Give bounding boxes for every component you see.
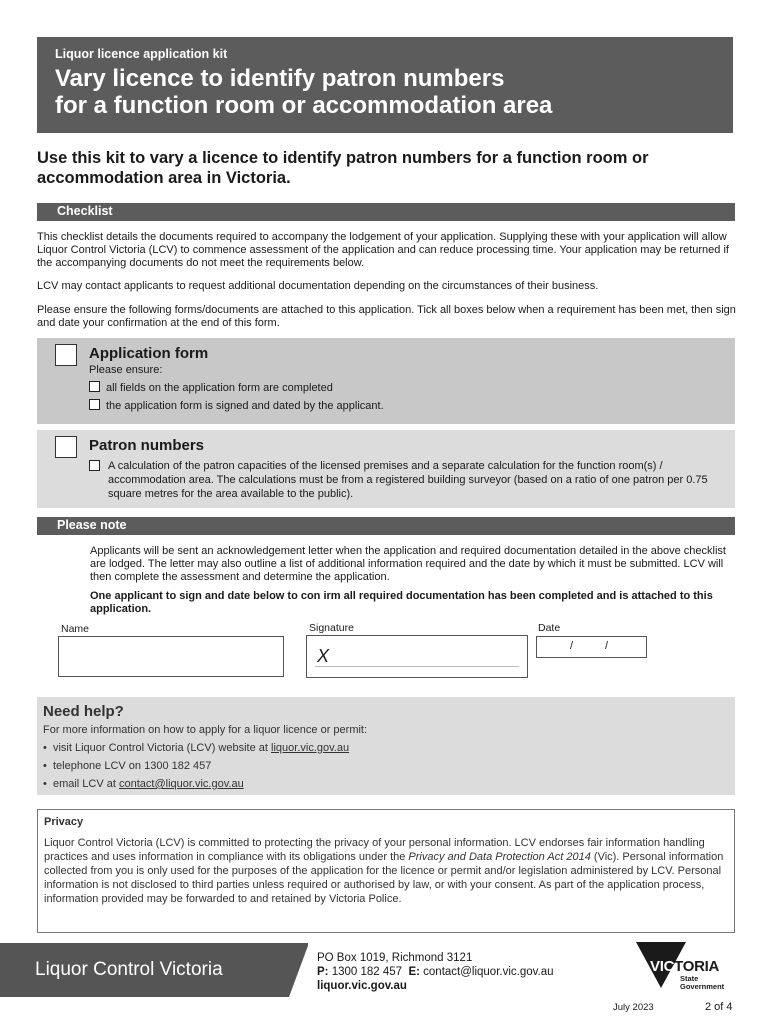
name-input[interactable] — [58, 636, 284, 677]
fields-completed-label: all fields on the application form are completed — [106, 382, 333, 394]
help-item-telephone: • telephone LCV on 1300 182 457 — [43, 760, 212, 772]
logo-government: Government — [680, 982, 725, 991]
footer-contact — [317, 951, 554, 993]
name-label: Name — [61, 623, 90, 635]
page-title — [55, 65, 715, 119]
footer-phone: 1300 182 457 — [331, 966, 403, 978]
application-form-section — [37, 338, 735, 424]
checklist-para-2: LCV may contact applicants to request additional documentation depending on the circumstances of their business. — [37, 280, 599, 292]
privacy-section — [37, 809, 735, 933]
help-email-text: email LCV at — [52, 778, 119, 790]
check-item-fields-completed — [89, 381, 333, 395]
checklist-para-1: This checklist details the documents required to accompany the lodgement of your application. Supplying these with your application will allow Liquor Control Victoria (LCV) to commence assessment of the application and can reduce processing time. Your application may be returned if the accompanying documents do not meet the requirements below. — [37, 231, 729, 269]
logo-state: State — [680, 974, 699, 983]
logo-state-government — [680, 975, 724, 991]
intro-heading: Use this kit to vary a licence to identify patron numbers for a function room or accommodation area in Victoria. — [37, 149, 649, 187]
website-link[interactable]: liquor.vic.gov.au — [271, 742, 350, 754]
help-item-email: • email LCV at contact@liquor.vic.gov.au — [43, 778, 244, 790]
patron-calculation-checkbox[interactable] — [89, 460, 100, 471]
need-help-heading: Need help? — [43, 703, 124, 720]
form-signed-label: the application form is signed and dated by the applicant. — [106, 400, 384, 412]
patron-numbers-title: Patron numbers — [89, 437, 205, 454]
footer-email: contact@liquor.vic.gov.au — [423, 966, 554, 978]
privacy-text-part-2: (Vic). Personal information collected from you is only used for the purposes of the application for the licence or permit and/or legislation administered by LCV. Personal information is not disclosed to third parties unless required or authorised by law, or with your consent. As part of the application process, information provided may be forwarded to and retained by Victoria Police. — [44, 851, 724, 905]
date-separator-1: / — [570, 640, 574, 652]
logo-toria: TORIA — [674, 958, 720, 975]
signature-label: Signature — [309, 622, 354, 634]
check-item-patron-calculation — [89, 459, 729, 501]
date-input[interactable] — [536, 636, 647, 658]
need-help-section — [37, 697, 735, 795]
footer-website: liquor.vic.gov.au — [317, 980, 407, 992]
note-bold-text: One applicant to sign and date below to con irm all required documentation has been completed and is attached to this application. — [90, 590, 713, 615]
privacy-text — [44, 836, 728, 906]
phone-label: P: — [317, 966, 329, 978]
need-help-intro: For more information on how to apply for a liquor licence or permit: — [43, 724, 368, 736]
title-line-2: for a function room or accommodation area — [55, 92, 553, 119]
fields-completed-checkbox[interactable] — [89, 381, 100, 392]
please-note-heading: Please note — [37, 517, 735, 535]
email-link[interactable]: contact@liquor.vic.gov.au — [119, 778, 244, 790]
privacy-text-part-1: Liquor Control Victoria (LCV) is committed to protecting the privacy of your personal information. LCV endorses fair information handling practices and uses information in compliance with its obligations under the — [44, 837, 705, 863]
footer-org-name: Liquor Control Victoria — [35, 959, 223, 980]
logo-vic: VIC — [650, 958, 675, 975]
footer-phone-email — [317, 965, 554, 979]
check-item-form-signed — [89, 399, 384, 413]
application-form-title: Application form — [89, 345, 209, 362]
logo-wordmark — [650, 958, 719, 975]
note-text: Applicants will be sent an acknowledgement letter when the application and required documentation detailed in the above checklist are lodged. The letter may also outline a list of additional information required and the date by which it must be submitted. LCV will then complete the assessment and determine the application. — [90, 545, 726, 583]
page-header — [37, 37, 733, 133]
title-line-1: Vary licence to identify patron numbers — [55, 65, 505, 92]
signature-mark: X — [317, 646, 330, 666]
signature-input[interactable] — [306, 635, 528, 678]
date-label: Date — [538, 622, 561, 634]
please-ensure-label: Please ensure: — [89, 364, 163, 376]
email-label: E: — [408, 966, 420, 978]
application-form-checkbox[interactable] — [55, 344, 77, 366]
page-number: 2 of 4 — [705, 1001, 733, 1013]
checklist-heading: Checklist — [37, 203, 735, 221]
kit-label: Liquor licence application kit — [55, 47, 228, 61]
help-website-text: visit Liquor Control Victoria (LCV) website at — [52, 742, 272, 754]
footer-band — [0, 943, 308, 997]
date-separator-2: / — [605, 640, 609, 652]
help-telephone-text: telephone LCV on 1300 182 457 — [52, 760, 212, 772]
signature-line — [315, 666, 519, 667]
footer-date: July 2023 — [613, 1002, 654, 1013]
form-signed-checkbox[interactable] — [89, 399, 100, 410]
privacy-heading: Privacy — [44, 816, 84, 828]
help-item-website: • visit Liquor Control Victoria (LCV) website at liquor.vic.gov.au — [43, 742, 350, 754]
patron-numbers-checkbox[interactable] — [55, 436, 77, 458]
victoria-state-government-logo — [636, 942, 746, 997]
privacy-act-name: Privacy and Data Protection Act 2014 — [408, 851, 591, 863]
patron-calculation-label: A calculation of the patron capacities of the licensed premises and a separate calculation for the function room(s) / accommodation area. The calculations must be from a registered building surveyor (based on a ratio of one patron per 0.75 square metres for the area available to the public). — [108, 460, 708, 500]
patron-numbers-section — [37, 430, 735, 508]
footer-address: PO Box 1019, Richmond 3121 — [317, 952, 473, 964]
checklist-para-3: Please ensure the following forms/documents are attached to this application. Tick all boxes below when a requirement has been met, then sign and date your confirmation at the end of this form. — [37, 304, 736, 329]
